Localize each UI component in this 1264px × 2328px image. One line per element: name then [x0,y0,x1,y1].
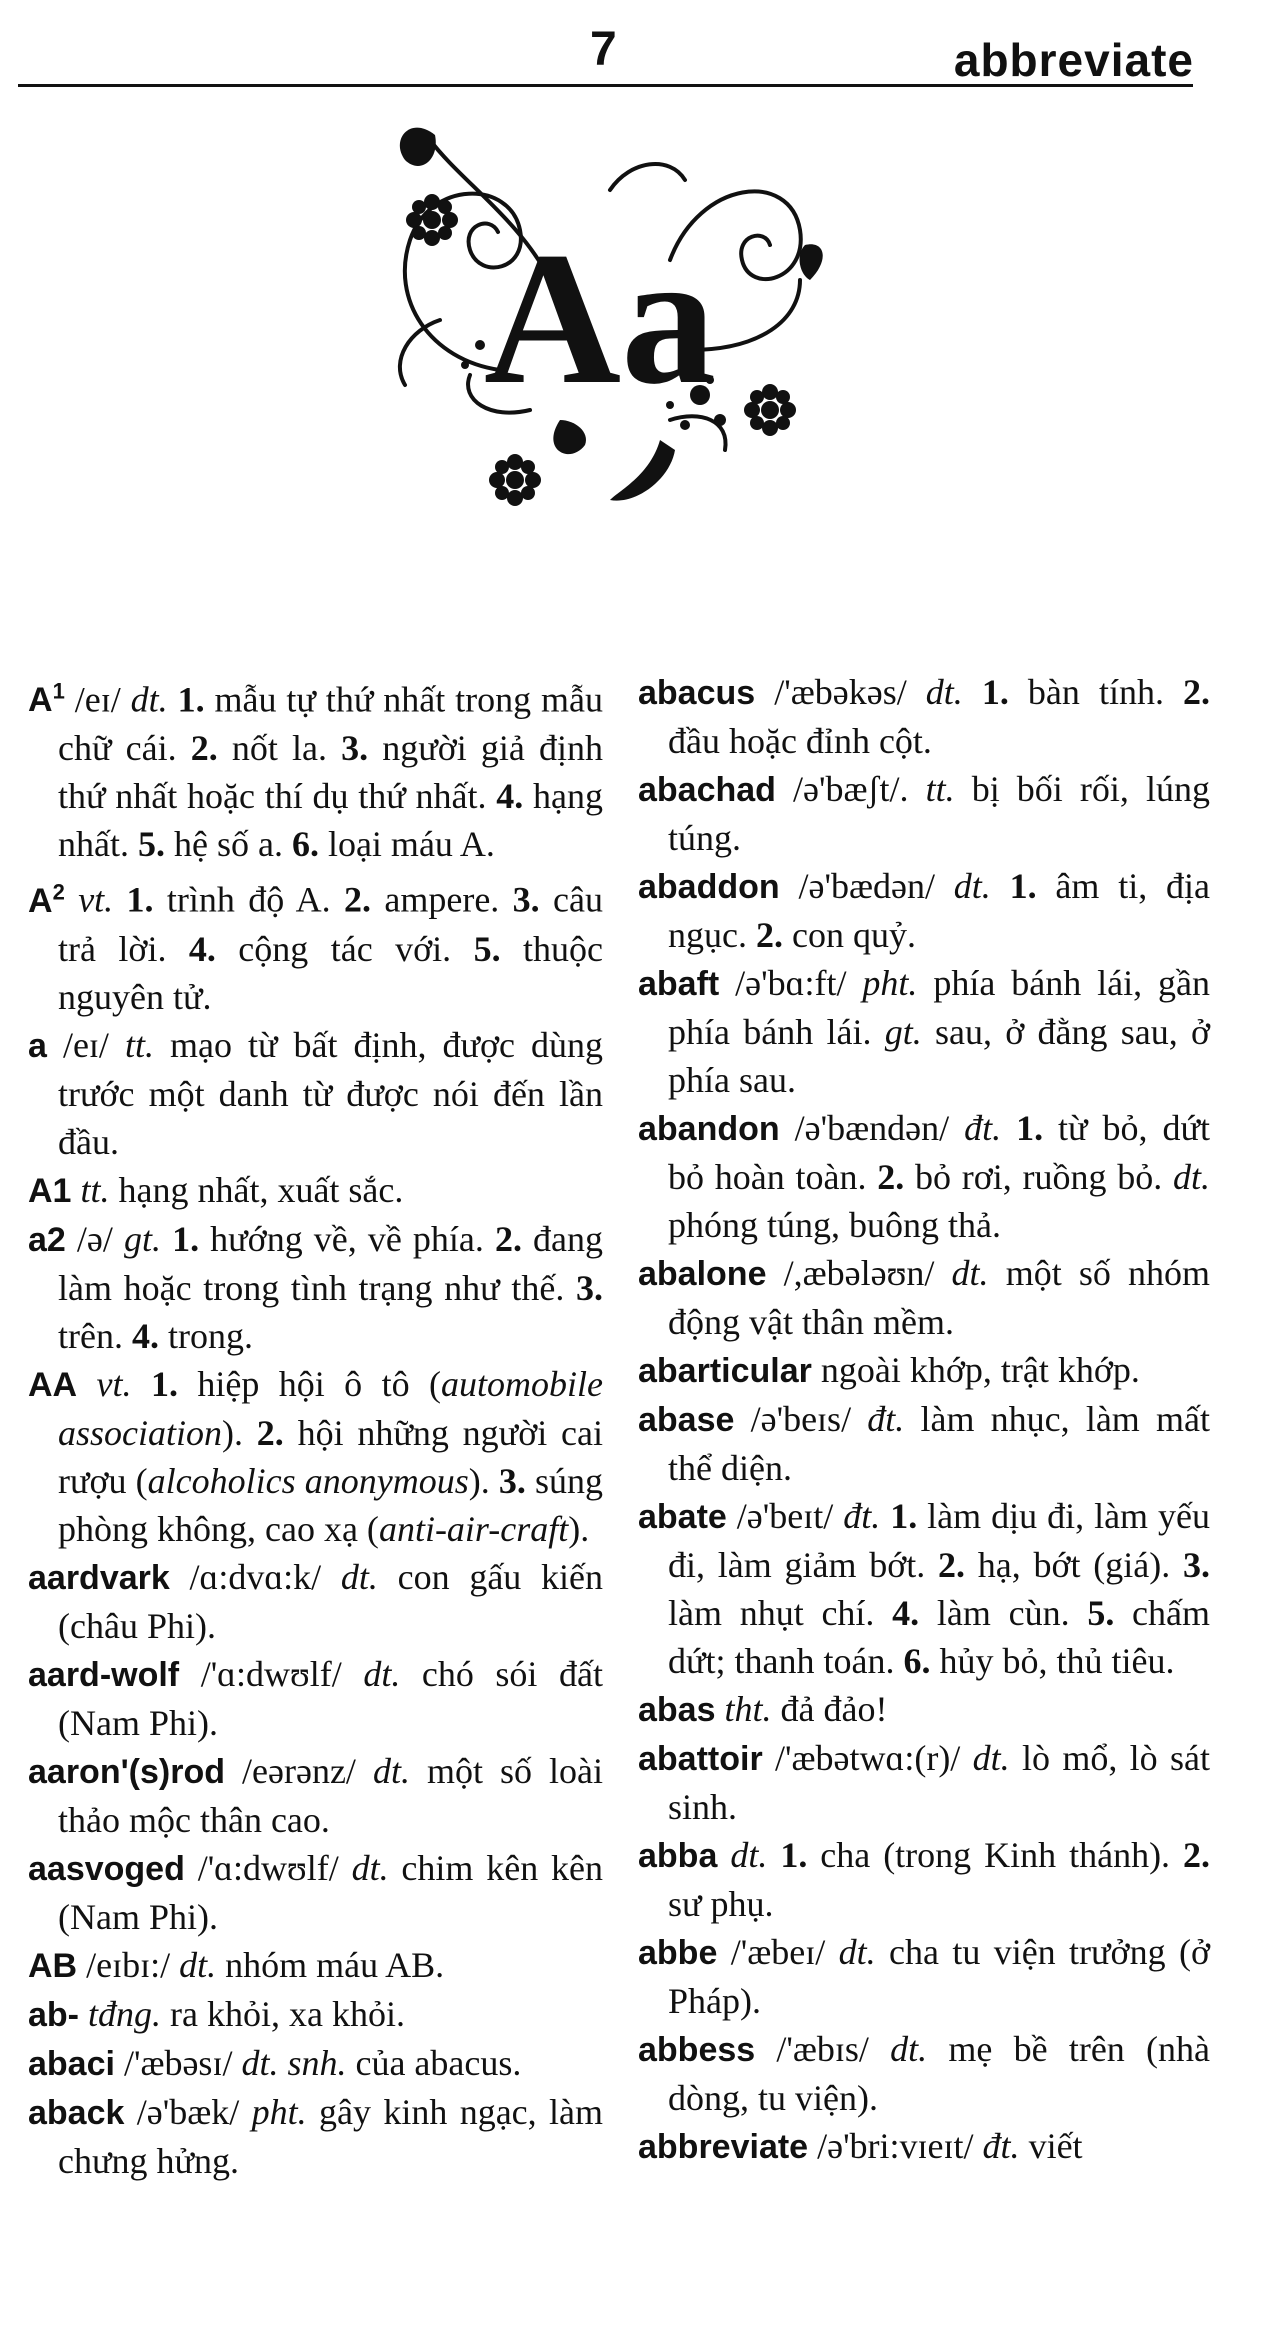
dictionary-entry [28,2039,603,2088]
entry-headword: abalone [638,1255,767,1293]
entry-definition: /,æbələʊn/ dt. một số nhóm động vật thân mềm. [668,1253,1211,1342]
dictionary-entry [638,862,1210,959]
dictionary-entry [638,1346,1210,1395]
entry-definition: /ɑ:dvɑ:k/ dt. con gấu kiến (châu Phi). [58,1556,603,1646]
entry-definition: tt. hạng nhất, xuất sắc. [80,1169,404,1210]
entry-definition: /'æbəsɪ/ dt. snh. của abacus. [123,2042,522,2083]
entry-definition: /ə'bri:vɪeɪt/ đt. viết [817,2126,1083,2166]
entry-headword: abate [638,1498,727,1536]
entry-definition: /eərənz/ dt. một số loài thảo mộc thân cao. [58,1750,603,1840]
dictionary-entry [638,1395,1210,1492]
entry-definition: ngoài khớp, trật khớp. [820,1350,1140,1390]
entry-headword: abbe [638,1934,718,1972]
dictionary-entry [28,1215,603,1360]
entry-headword: abattoir [638,1740,763,1778]
entry-headword: aasvoged [28,1849,185,1888]
entry-definition: /ə'bændən/ đt. 1. từ bỏ, dứt bỏ hoàn toàn. 2. bỏ rơi, ruồng bỏ. dt. phóng túng, buông thả. [668,1108,1210,1245]
floral-letter-a-ornament-icon [370,120,830,520]
dictionary-entry [638,2025,1210,2122]
entry-headword: abaci [28,2044,115,2083]
entry-definition: /ə'bɑ:ft/ pht. phía bánh lái, gần phía bánh lái. gt. sau, ở đằng sau, ở phía sau. [668,963,1210,1100]
entry-definition: dt. 1. cha (trong Kinh thánh). 2. sư phụ. [668,1835,1211,1924]
entry-headword: abaft [638,965,720,1003]
dictionary-entry [28,1941,603,1990]
entry-definition: vt. 1. hiệp hội ô tô (automobile association). 2. hội những người cai rượu (alcoholics anonymous). 3. súng phòng không, cao xạ (anti-air-craft). [58,1363,603,1549]
entry-headword: aback [28,2093,125,2132]
entry-definition: /'æbəkəs/ dt. 1. bàn tính. 2. đầu hoặc đỉnh cột. [668,672,1211,761]
dictionary-entry [28,1360,603,1553]
page-number: 7 [590,23,617,76]
entry-definition: /'ɑ:dwʊlf/ dt. chim kên kên (Nam Phi). [58,1847,603,1937]
dictionary-entry [638,959,1210,1104]
entry-headword: abbreviate [638,2128,809,2166]
entry-headword: abas [638,1691,716,1729]
entry-headword: abandon [638,1110,780,1148]
entry-headword: $A^2$ [28,879,65,920]
dictionary-entry [28,868,603,1020]
dictionary-entry [28,1844,603,1941]
entry-headword: $A^1$ [28,679,65,720]
dictionary-entry [28,1747,603,1844]
entry-definition: /ə'bædən/ dt. 1. âm ti, địa ngục. 2. con quỷ. [668,866,1210,955]
entry-headword: abbess [638,2031,756,2069]
entry-definition: /eɪ/ tt. mạo từ bất định, được dùng trước một danh từ được nói đến lần đầu. [58,1024,604,1162]
dictionary-entry [638,1104,1210,1249]
entry-headword: aard-wolf [28,1655,180,1694]
header-rule [18,84,1193,87]
entry-headword: AA [28,1365,78,1404]
entry-definition: /ə/ gt. 1. hướng về, về phía. 2. đang làm hoặc trong tình trạng như thế. 3. trên. 4. trong. [58,1218,603,1356]
entry-definition: /'æbətwɑ:(r)/ dt. lò mổ, lò sát sinh. [668,1738,1210,1827]
dictionary-entry [638,765,1210,862]
entry-headword: AB [28,1946,78,1985]
entry-definition: /eɪbɪ:/ dt. nhóm máu AB. [86,1944,445,1985]
entry-headword: aardvark [28,1558,170,1597]
entry-headword: a [28,1026,47,1065]
entry-headword: aaron'(s)rod [28,1752,225,1791]
entry-definition: tht. đả đảo! [724,1689,888,1729]
entry-headword: abba [638,1837,718,1875]
dictionary-entry [638,1492,1210,1685]
entry-definition: tđng. ra khỏi, xa khỏi. [88,1993,405,2034]
dictionary-entry [638,2122,1210,2171]
dictionary-entry [638,668,1210,765]
entry-definition: /'ɑ:dwʊlf/ dt. chó sói đất (Nam Phi). [58,1653,603,1743]
page-header [0,0,1264,100]
dictionary-entry [28,2088,603,2185]
entry-headword: abachad [638,771,776,809]
entry-headword: ab- [28,1995,79,2034]
entry-definition: /ə'beɪs/ đt. làm nhục, làm mất thể diện. [668,1399,1210,1488]
dictionary-column-left [28,668,603,2185]
entry-definition: /eɪ/ dt. 1. mẫu tự thứ nhất trong mẫu chữ cái. 2. nốt la. 3. người giả định thứ nhất hoặc thí dụ thứ nhất. 4. hạng nhất. 5. hệ số a. 6. loại máu A. [58,679,604,865]
entry-headword: A1 [28,1171,72,1210]
dictionary-entry [638,1249,1210,1346]
dictionary-entry [28,1166,603,1215]
entry-definition: /ə'bæʃt/. tt. bị bối rối, lúng túng. [668,769,1210,858]
entry-definition: /ə'beɪt/ đt. 1. làm dịu đi, làm yếu đi, làm giảm bớt. 2. hạ, bớt (giá). 3. làm nhụt chí. 4. làm cùn. 5. chấm dứt; thanh toán. 6. hủy bỏ, thủ tiêu. [668,1496,1210,1681]
dictionary-entry [638,1685,1210,1734]
entry-definition: /ə'bæk/ pht. gây kinh ngạc, làm chưng hửng. [58,2091,604,2181]
dictionary-column-right [638,668,1210,2171]
dictionary-entry [28,1553,603,1650]
dictionary-entry [638,1734,1210,1831]
dictionary-entry [638,1928,1210,2025]
entry-definition: vt. 1. trình độ A. 2. ampere. 3. câu trả lời. 4. cộng tác với. 5. thuộc nguyên tử. [58,879,603,1017]
entry-headword: abarticular [638,1352,812,1390]
dictionary-entry [28,1990,603,2039]
entry-headword: abacus [638,674,756,712]
entry-definition: /'æbeɪ/ dt. cha tu viện trưởng (ở Pháp). [668,1932,1210,2021]
dictionary-entry [28,1021,603,1166]
ornament-letters: Aa [483,214,717,424]
entry-headword: a2 [28,1220,66,1259]
running-head: abbreviate [953,34,1194,86]
entry-headword: abase [638,1401,735,1439]
dictionary-entry [638,1831,1210,1928]
entry-definition: /'æbɪs/ dt. mẹ bề trên (nhà dòng, tu viện). [668,2029,1210,2118]
entry-headword: abaddon [638,868,780,906]
dictionary-entry [28,668,603,868]
dictionary-entry [28,1650,603,1747]
